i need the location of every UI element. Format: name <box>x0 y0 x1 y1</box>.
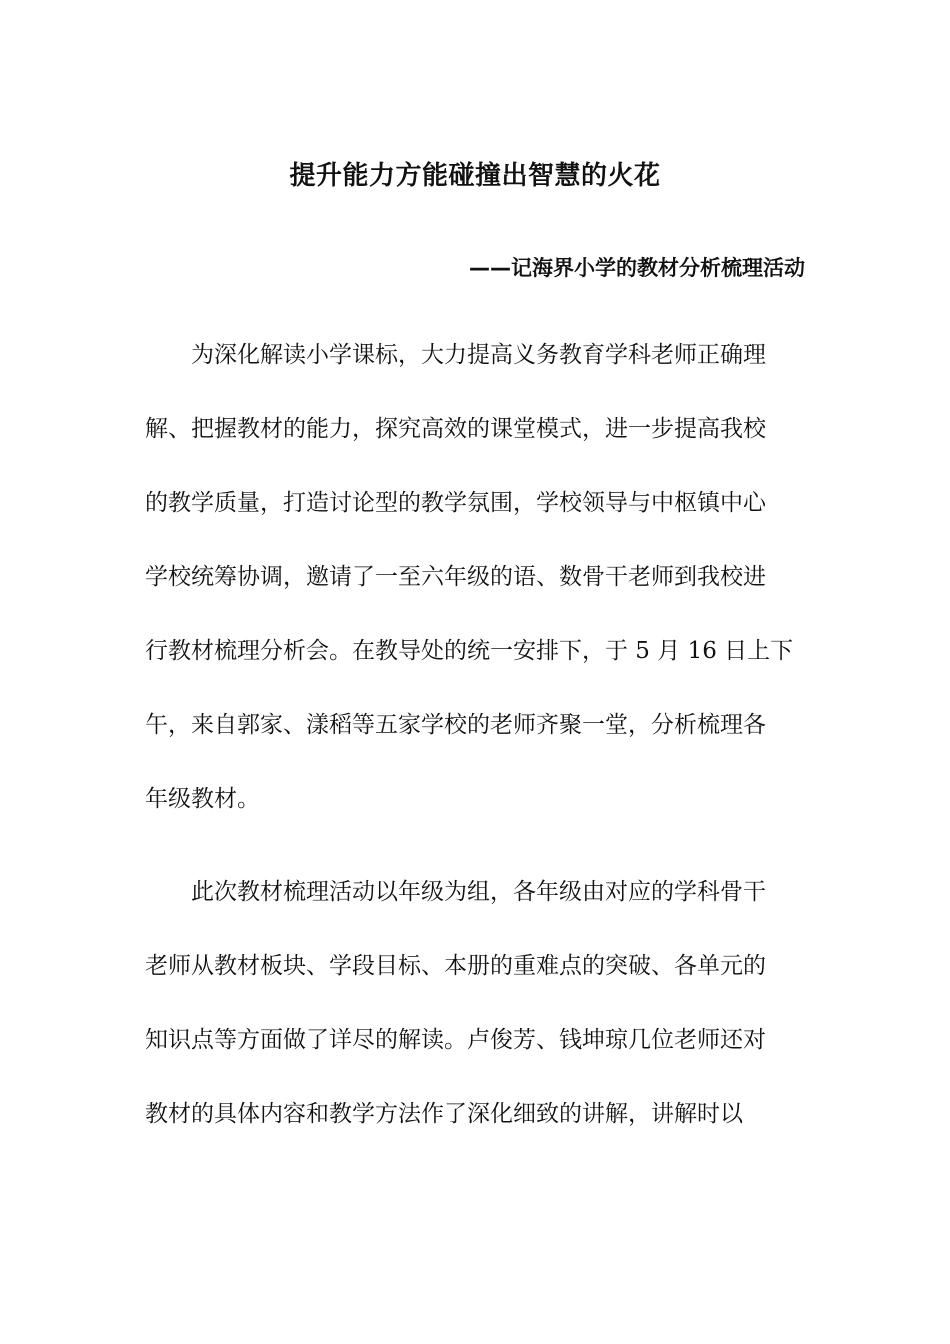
paragraph-line: 解、把握教材的能力，探究高效的课堂模式，进一步提高我校 <box>145 416 766 442</box>
paragraph-line: 老师从教材板块、学段目标、本册的重难点的突破、各单元的 <box>145 953 766 979</box>
paragraph-line: 的教学质量，打造讨论型的教学氛围，学校领导与中枢镇中心 <box>145 490 766 516</box>
paragraph-1 <box>145 340 810 858</box>
paragraph-line: 此次教材梳理活动以年级为组，各年级由对应的学科骨干 <box>191 879 766 905</box>
paragraph-line: 教材的具体内容和教学方法作了深化细致的讲解，讲解时以 <box>145 1101 743 1127</box>
document-subtitle: ——记海界小学的教材分析梳理活动 <box>469 256 805 280</box>
paragraph-line: 行教材梳理分析会。在教导处的统一安排下，于 5 月 16 日上下 <box>145 638 794 664</box>
paragraph-line: 为深化解读小学课标，大力提高义务教育学科老师正确理 <box>191 342 766 368</box>
paragraph-line: 午，来自郭家、漾稻等五家学校的老师齐聚一堂，分析梳理各 <box>145 712 766 738</box>
document-title: 提升能力方能碰撞出智慧的火花 <box>289 161 661 191</box>
paragraph-line: 年级教材。 <box>145 786 260 812</box>
paragraph-line: 知识点等方面做了详尽的解读。卢俊芳、钱坤琼几位老师还对 <box>145 1027 766 1053</box>
paragraph-line: 学校统筹协调，邀请了一至六年级的语、数骨干老师到我校进 <box>145 564 766 590</box>
paragraph-2 <box>145 877 810 1173</box>
